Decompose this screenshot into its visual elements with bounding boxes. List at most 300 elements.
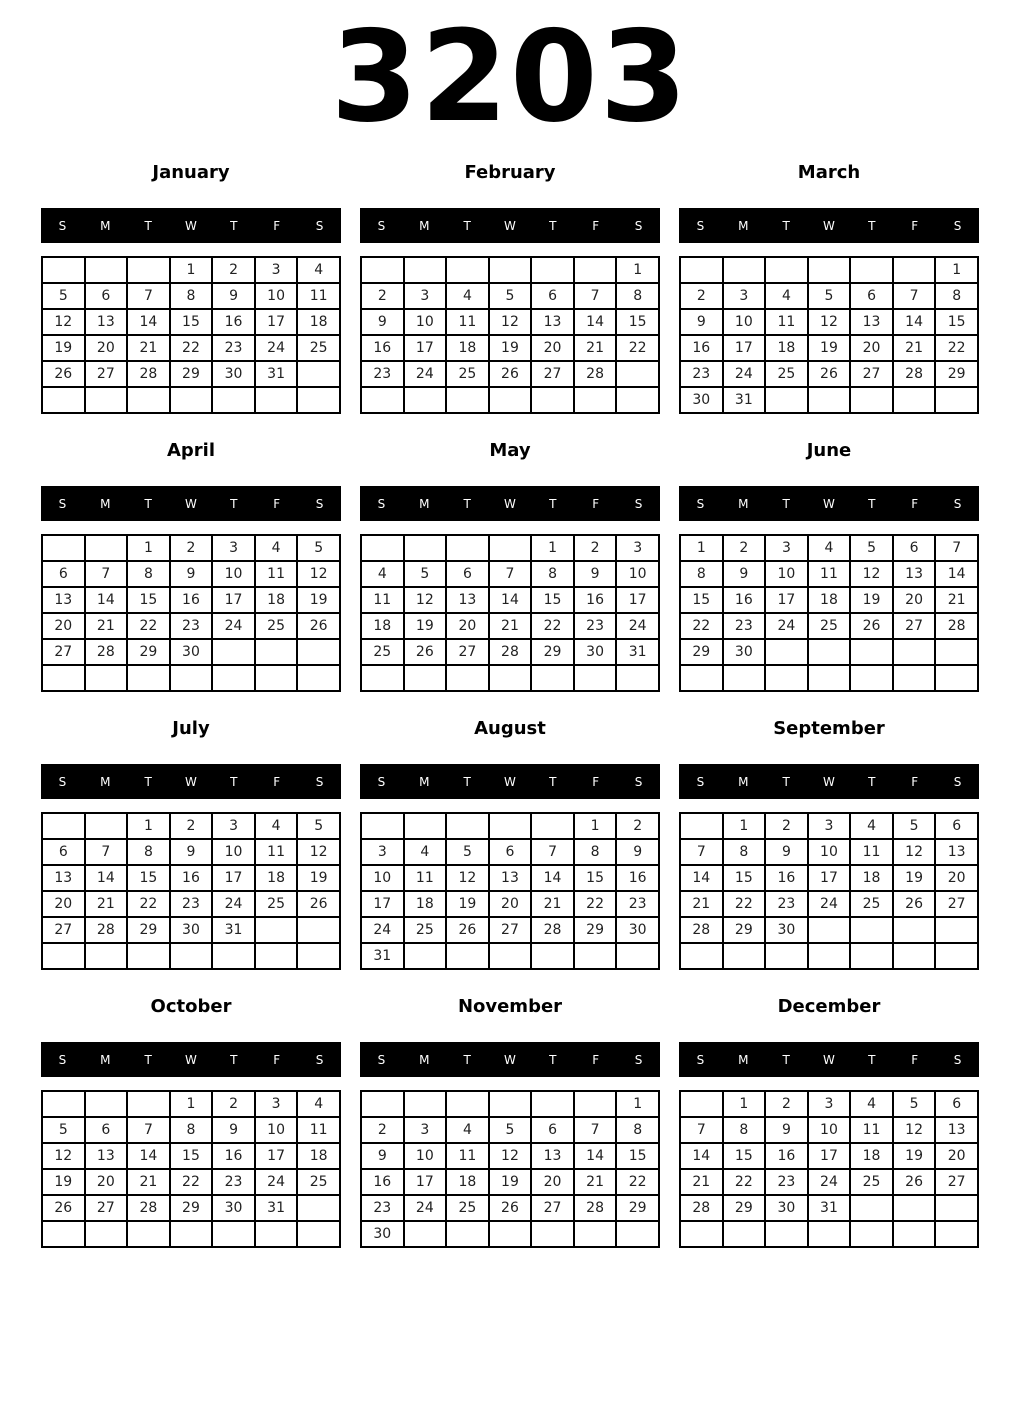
weekday-label: W [504,218,516,233]
month-title: December [777,996,881,1017]
month-title: August [474,718,546,739]
week-row [361,361,659,387]
week-row [42,309,340,335]
empty-day-cell [85,813,128,839]
day-cell: 1 [531,535,574,561]
month-grid [41,534,341,692]
day-cell: 23 [765,891,808,917]
week-row [42,1195,340,1221]
week-row [42,1143,340,1169]
day-cell: 11 [765,309,808,335]
day-cell: 17 [404,335,447,361]
day-cell: 4 [361,561,404,587]
day-cell: 29 [170,1195,213,1221]
day-cell: 31 [723,387,766,413]
day-cell: 16 [361,1169,404,1195]
day-cell: 21 [680,1169,723,1195]
day-cell: 20 [42,613,85,639]
empty-day-cell [850,639,893,665]
week-row [42,639,340,665]
empty-day-cell [255,917,298,943]
empty-day-cell [85,943,128,969]
weekday-label: S [634,1052,643,1067]
weekday-label: S [953,218,962,233]
weekday-label: T [782,496,790,511]
day-cell: 2 [170,813,213,839]
day-cell: 20 [446,613,489,639]
weekday-header-row [360,1042,660,1077]
day-cell: 15 [170,1143,213,1169]
day-cell: 3 [808,1091,851,1117]
weekday-label: F [911,774,919,789]
day-cell: 3 [361,839,404,865]
empty-day-cell [297,665,340,691]
week-row [680,639,978,665]
weekday-label: T [549,218,557,233]
empty-day-cell [850,917,893,943]
day-cell: 26 [893,1169,936,1195]
weekday-label: M [100,218,111,233]
weekday-label: T [868,774,876,789]
empty-day-cell [489,387,532,413]
empty-day-cell [850,257,893,283]
empty-day-cell [765,665,808,691]
day-cell: 31 [255,361,298,387]
day-cell: 1 [170,1091,213,1117]
empty-day-cell [531,943,574,969]
day-cell: 12 [42,1143,85,1169]
week-row [42,613,340,639]
day-cell: 24 [361,917,404,943]
day-cell: 18 [765,335,808,361]
empty-day-cell [893,639,936,665]
empty-day-cell [255,1221,298,1247]
weekday-label: F [911,496,919,511]
weekday-label: S [953,496,962,511]
day-cell: 30 [574,639,617,665]
month-block [41,433,341,704]
week-row [361,639,659,665]
day-cell: 14 [531,865,574,891]
day-cell: 26 [404,639,447,665]
empty-day-cell [85,387,128,413]
empty-day-cell [765,943,808,969]
day-cell: 14 [893,309,936,335]
day-cell: 17 [404,1169,447,1195]
day-cell: 28 [127,1195,170,1221]
month-title: May [489,440,531,461]
empty-day-cell [42,943,85,969]
empty-day-cell [531,387,574,413]
day-cell: 29 [170,361,213,387]
day-cell: 18 [404,891,447,917]
empty-day-cell [446,813,489,839]
day-cell: 20 [85,335,128,361]
day-cell: 4 [255,813,298,839]
day-cell: 12 [489,309,532,335]
week-row [361,917,659,943]
empty-day-cell [489,943,532,969]
day-cell: 28 [680,1195,723,1221]
day-cell: 12 [42,309,85,335]
weekday-label: T [782,218,790,233]
weekday-label: W [823,774,835,789]
weekday-label: T [549,774,557,789]
week-row [680,1143,978,1169]
day-cell: 7 [574,1117,617,1143]
day-cell: 18 [850,1143,893,1169]
day-cell: 13 [85,309,128,335]
day-cell: 23 [361,1195,404,1221]
day-cell: 12 [850,561,893,587]
week-row [361,335,659,361]
day-cell: 19 [42,1169,85,1195]
day-cell: 3 [723,283,766,309]
weekday-label: S [377,1052,386,1067]
empty-day-cell [404,257,447,283]
day-cell: 7 [574,283,617,309]
day-cell: 22 [531,613,574,639]
empty-day-cell [255,387,298,413]
day-cell: 15 [935,309,978,335]
weekday-label: W [504,1052,516,1067]
weekday-label: S [58,1052,67,1067]
weekday-label: S [315,774,324,789]
day-cell: 9 [765,1117,808,1143]
day-cell: 29 [935,361,978,387]
empty-day-cell [765,387,808,413]
empty-day-cell [489,665,532,691]
day-cell: 24 [616,613,659,639]
weekday-label: F [273,774,281,789]
day-cell: 12 [489,1143,532,1169]
weekday-label: S [634,218,643,233]
week-row [361,839,659,865]
day-cell: 15 [680,587,723,613]
week-row [361,561,659,587]
day-cell: 6 [42,839,85,865]
day-cell: 5 [893,813,936,839]
day-cell: 3 [212,813,255,839]
week-row [42,1091,340,1117]
day-cell: 13 [531,309,574,335]
day-cell: 4 [255,535,298,561]
empty-day-cell [404,1221,447,1247]
day-cell: 2 [680,283,723,309]
day-cell: 7 [680,1117,723,1143]
weekday-label: S [634,496,643,511]
day-cell: 16 [361,335,404,361]
weekday-label: T [463,496,471,511]
weekday-label: M [738,774,749,789]
empty-day-cell [723,943,766,969]
week-row [361,283,659,309]
weekday-label: W [185,774,197,789]
day-cell: 23 [723,613,766,639]
day-cell: 9 [361,1143,404,1169]
day-cell: 29 [723,917,766,943]
day-cell: 5 [489,1117,532,1143]
day-cell: 18 [297,309,340,335]
week-row [680,891,978,917]
day-cell: 17 [808,865,851,891]
day-cell: 18 [446,335,489,361]
empty-day-cell [893,257,936,283]
day-cell: 30 [212,1195,255,1221]
day-cell: 6 [531,283,574,309]
weekday-header-row [360,208,660,243]
day-cell: 21 [489,613,532,639]
weekday-label: T [463,774,471,789]
empty-day-cell [404,535,447,561]
day-cell: 21 [127,1169,170,1195]
day-cell: 9 [212,283,255,309]
week-row [680,1221,978,1247]
day-cell: 11 [446,309,489,335]
day-cell: 27 [935,1169,978,1195]
day-cell: 11 [297,283,340,309]
empty-day-cell [808,1221,851,1247]
day-cell: 31 [616,639,659,665]
empty-day-cell [574,257,617,283]
day-cell: 26 [297,613,340,639]
day-cell: 8 [723,839,766,865]
empty-day-cell [42,665,85,691]
week-row [680,587,978,613]
empty-day-cell [85,535,128,561]
day-cell: 27 [531,1195,574,1221]
weekday-header-row [679,208,979,243]
empty-day-cell [489,1091,532,1117]
day-cell: 22 [127,891,170,917]
week-row [361,613,659,639]
day-cell: 17 [255,1143,298,1169]
day-cell: 1 [170,257,213,283]
day-cell: 2 [212,257,255,283]
empty-day-cell [935,387,978,413]
week-row [42,943,340,969]
weekday-header-row [679,764,979,799]
weekday-label: T [230,496,238,511]
day-cell: 15 [616,309,659,335]
day-cell: 16 [212,1143,255,1169]
day-cell: 15 [127,587,170,613]
day-cell: 3 [808,813,851,839]
empty-day-cell [404,943,447,969]
month-grid [360,812,660,970]
weekday-label: T [144,774,152,789]
day-cell: 22 [616,1169,659,1195]
day-cell: 8 [170,1117,213,1143]
month-grid [679,1090,979,1248]
month-block [41,711,341,982]
day-cell: 18 [297,1143,340,1169]
day-cell: 7 [85,561,128,587]
empty-day-cell [212,1221,255,1247]
day-cell: 14 [85,865,128,891]
empty-day-cell [255,665,298,691]
day-cell: 6 [42,561,85,587]
week-row [680,813,978,839]
day-cell: 13 [893,561,936,587]
day-cell: 18 [808,587,851,613]
day-cell: 16 [170,865,213,891]
day-cell: 29 [616,1195,659,1221]
day-cell: 4 [446,283,489,309]
day-cell: 9 [212,1117,255,1143]
day-cell: 27 [893,613,936,639]
day-cell: 7 [680,839,723,865]
empty-day-cell [680,665,723,691]
day-cell: 10 [765,561,808,587]
day-cell: 24 [808,891,851,917]
day-cell: 26 [489,361,532,387]
day-cell: 6 [85,283,128,309]
day-cell: 1 [616,257,659,283]
day-cell: 26 [850,613,893,639]
week-row [42,665,340,691]
day-cell: 5 [297,813,340,839]
month-title: June [806,440,852,461]
weekday-header-row [41,486,341,521]
empty-day-cell [850,665,893,691]
weekday-label: S [377,496,386,511]
weekday-label: T [230,218,238,233]
empty-day-cell [446,257,489,283]
day-cell: 17 [255,309,298,335]
calendar-grid [41,155,979,1260]
day-cell: 19 [446,891,489,917]
empty-day-cell [935,917,978,943]
day-cell: 29 [127,917,170,943]
day-cell: 27 [42,917,85,943]
day-cell: 22 [170,335,213,361]
day-cell: 12 [893,1117,936,1143]
empty-day-cell [531,665,574,691]
weekday-label: S [377,218,386,233]
day-cell: 24 [723,361,766,387]
day-cell: 8 [680,561,723,587]
day-cell: 15 [616,1143,659,1169]
empty-day-cell [297,1221,340,1247]
week-row [680,283,978,309]
empty-day-cell [297,361,340,387]
day-cell: 23 [212,1169,255,1195]
day-cell: 21 [127,335,170,361]
empty-day-cell [42,1091,85,1117]
empty-day-cell [574,1091,617,1117]
day-cell: 26 [446,917,489,943]
day-cell: 5 [489,283,532,309]
day-cell: 20 [489,891,532,917]
day-cell: 10 [404,1143,447,1169]
week-row [680,535,978,561]
empty-day-cell [723,1221,766,1247]
day-cell: 13 [42,587,85,613]
day-cell: 15 [531,587,574,613]
empty-day-cell [170,665,213,691]
week-row [361,865,659,891]
empty-day-cell [680,257,723,283]
day-cell: 6 [489,839,532,865]
day-cell: 21 [680,891,723,917]
week-row [680,387,978,413]
day-cell: 2 [212,1091,255,1117]
empty-day-cell [489,257,532,283]
day-cell: 6 [531,1117,574,1143]
day-cell: 30 [765,1195,808,1221]
day-cell: 20 [531,1169,574,1195]
empty-day-cell [893,917,936,943]
day-cell: 11 [850,1117,893,1143]
empty-day-cell [85,257,128,283]
week-row [680,257,978,283]
week-row [361,1169,659,1195]
day-cell: 6 [935,813,978,839]
day-cell: 28 [574,1195,617,1221]
week-row [361,1117,659,1143]
day-cell: 2 [616,813,659,839]
empty-day-cell [446,943,489,969]
day-cell: 31 [212,917,255,943]
empty-day-cell [489,1221,532,1247]
weekday-label: M [738,496,749,511]
day-cell: 18 [255,865,298,891]
day-cell: 12 [893,839,936,865]
day-cell: 25 [850,891,893,917]
day-cell: 2 [574,535,617,561]
day-cell: 10 [808,839,851,865]
day-cell: 15 [127,865,170,891]
day-cell: 7 [489,561,532,587]
week-row [42,387,340,413]
day-cell: 2 [765,813,808,839]
empty-day-cell [297,639,340,665]
day-cell: 15 [723,1143,766,1169]
empty-day-cell [893,943,936,969]
empty-day-cell [850,1221,893,1247]
week-row [42,561,340,587]
day-cell: 25 [255,891,298,917]
day-cell: 24 [404,1195,447,1221]
day-cell: 14 [127,1143,170,1169]
day-cell: 16 [723,587,766,613]
day-cell: 2 [765,1091,808,1117]
day-cell: 29 [680,639,723,665]
empty-day-cell [616,943,659,969]
empty-day-cell [723,257,766,283]
day-cell: 2 [723,535,766,561]
empty-day-cell [680,943,723,969]
empty-day-cell [850,387,893,413]
weekday-label: S [696,1052,705,1067]
day-cell: 25 [297,1169,340,1195]
day-cell: 10 [361,865,404,891]
day-cell: 19 [297,865,340,891]
day-cell: 25 [850,1169,893,1195]
empty-day-cell [574,943,617,969]
weekday-label: F [911,1052,919,1067]
day-cell: 13 [489,865,532,891]
day-cell: 4 [404,839,447,865]
month-title: January [152,162,230,183]
day-cell: 13 [935,839,978,865]
week-row [680,1091,978,1117]
day-cell: 26 [42,361,85,387]
empty-day-cell [574,665,617,691]
day-cell: 20 [42,891,85,917]
empty-day-cell [935,665,978,691]
